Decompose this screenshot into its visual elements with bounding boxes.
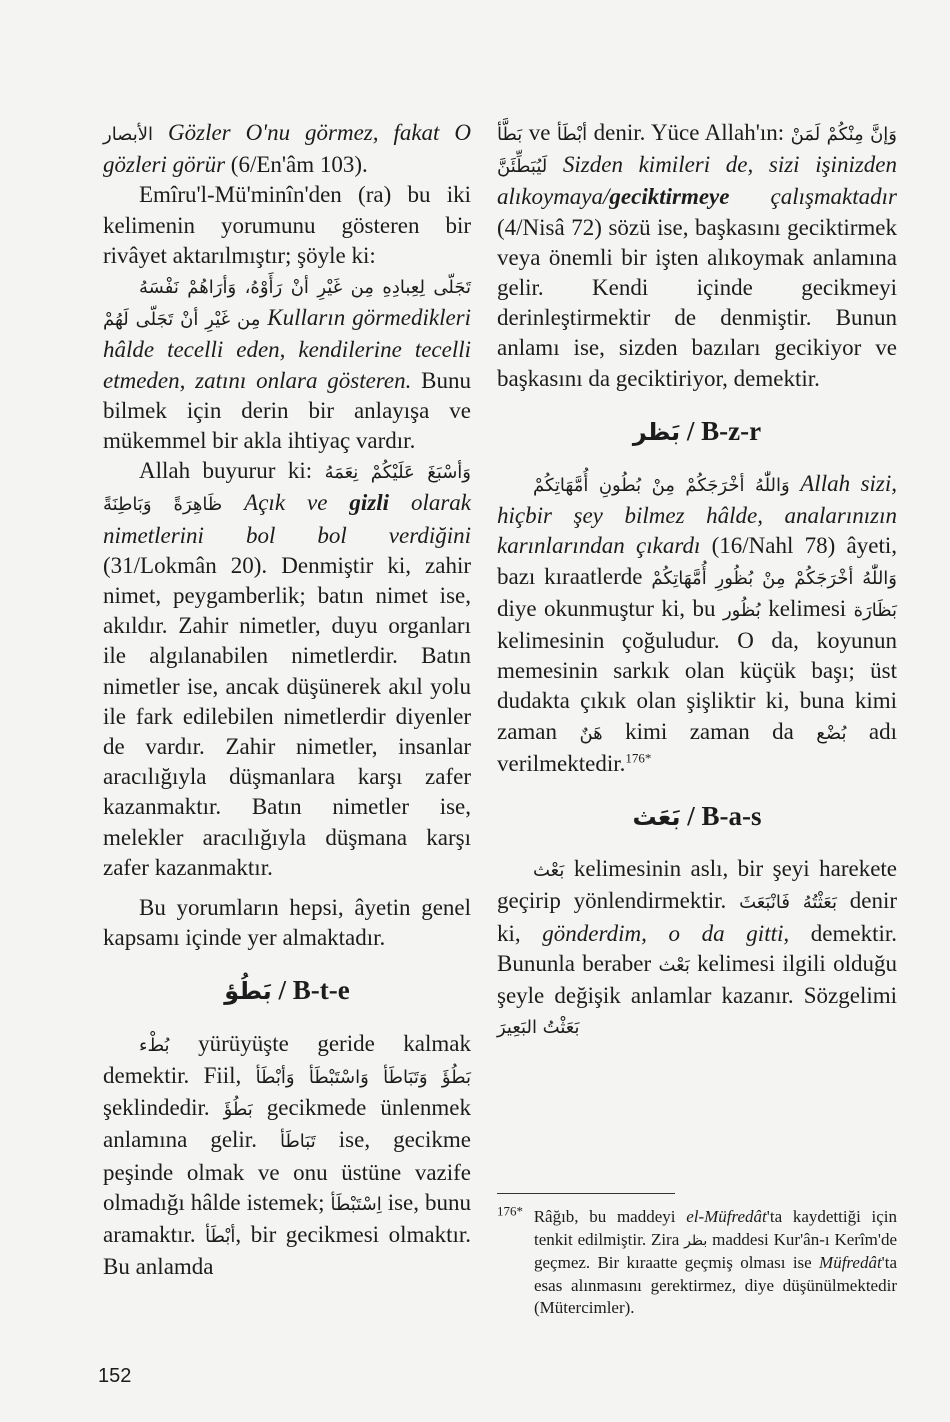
arabic-text: وَاللّٰهُ أخْرَجَكُمْ مِنْ بُطُونِ أُمَّهَاتِكُمْ (533, 475, 790, 497)
body-text: ve (528, 120, 551, 145)
arabic-text: بُطْء (139, 1034, 170, 1056)
footnote-italic: el-Müfredât (686, 1207, 767, 1226)
section-heading-bas (497, 801, 897, 832)
paragraph: Emîru'l-Mü'minîn'den (ra) bu iki kelimenin yorumunu gösteren bir rivâyet aktarılmıştır; şöyle ki: (103, 182, 471, 268)
footnote (497, 1203, 898, 1320)
arabic-text: بُضْع (816, 722, 847, 744)
heading-latin: / B-t-e (278, 975, 350, 1006)
body-text: kelimesi ilgili olduğu şeyle değişik anlamlar kazanır. Sözgelimi (497, 950, 898, 1009)
footnote-italic: Müfredât (819, 1253, 882, 1272)
paragraph (497, 118, 897, 394)
right-column (497, 118, 897, 1043)
body-text: ise, gecikme peşinde olmak ve onu üstüne vazife olmadığı hâlde istemek; (103, 1127, 471, 1215)
heading-latin: / B-z-r (686, 415, 762, 446)
arabic-text: اِسْتَبْطَأ (330, 1193, 382, 1215)
footnote-arabic: بظر (684, 1232, 708, 1249)
arabic-text: بَطَّأ (497, 124, 523, 145)
footnote-text: Râğıb, bu maddeyi (533, 1207, 676, 1226)
italic-text: Gözler O'nu görmez, fakat O gözleri görür (103, 120, 471, 178)
footnote-marker: 176* (497, 1203, 523, 1219)
italic-text: olarak nimetlerini bol bol verdiğini (103, 490, 472, 548)
arabic-text: بَعْث (658, 954, 690, 976)
footnote-reference: 176* (625, 750, 652, 766)
arabic-text: بَعَثْتُهُ (802, 892, 837, 914)
arabic-text: تَجَلّى لِعِبادِهِ مِن غَيْرِ أنْ رَأَوْهُ، وَأرَاهُمْ نَفْسَهُ مِن غَيْرِ أنْ تَجَلّى لَهُمْ (103, 277, 471, 331)
italic-text: gönderdim, o da gitti, (542, 920, 790, 946)
body-text: denir. Yüce Allah'ın: (593, 120, 785, 145)
footnote-divider (497, 1193, 675, 1194)
italic-text: Sizden kimileri de, sizi işinizden alıkoymaya/ (497, 152, 898, 210)
arabic-text: أبْطَأ (556, 124, 588, 145)
paragraph: Bu yorumların hepsi, âyetin genel kapsamı içinde yer almaktadır. (103, 895, 471, 951)
bold-italic-text: gizli (349, 490, 389, 516)
paragraph (497, 854, 897, 1043)
body-text: Bunu bilmek için derin bir anlayışa ve mükemmel bir akla ihtiyaç vardır. (103, 367, 472, 454)
paragraph (103, 1029, 471, 1283)
italic-text: Açık ve (244, 490, 328, 516)
body-text: ise, bunu aramaktır. (103, 1189, 471, 1247)
heading-arabic: بَطُؤ (224, 977, 272, 1006)
arabic-text: بُظُور (722, 599, 761, 621)
arabic-text: هَنٌ (579, 722, 603, 744)
body-text: Allah buyurur ki: (139, 458, 313, 484)
arabic-text: تَبَاطَأ (279, 1131, 316, 1153)
body-text: denir ki, (497, 888, 898, 946)
arabic-text: بَظَارَة (853, 599, 898, 621)
paragraph (103, 118, 471, 180)
arabic-text: بَطُؤَ وَتَبَاطَأ وَاسْتَبْطَأ وَأبْطَأ (255, 1066, 471, 1088)
body-text: (16/Nahl 78) âyeti, bazı kıraatlerde (497, 533, 897, 589)
heading-arabic: بَظر (632, 417, 681, 446)
body-text: adı verilmektedir. (497, 718, 898, 776)
arabic-text: بَعْث (533, 860, 565, 882)
paragraph (497, 469, 897, 779)
italic-text: Kulların görmedikleri hâlde tecelli eden, kendilerine tecelli etmeden, zatını onlara gösteren. (103, 305, 472, 393)
paragraph (103, 456, 471, 883)
body-text: şeklindedir. (103, 1095, 210, 1121)
body-text: demektir. Bununla beraber (497, 920, 898, 976)
body-text: (4/Nisâ 72) sözü ise, başkasını geciktirmek veya önemli bir işten alıkoymak anlamına gelir. Kendi içinde gecikmeyi derinleştirmektir de denmiştir. Bunun anlamı ise, sizden bazıları gecikiyor ve başkasını da geciktiriyor, demektir. (497, 214, 897, 391)
body-text: (31/Lokmân 20). Denmiştir ki, zahir nimet, peygamberlik; batın nimet ise, akıldır. Zahir nimetler, duyu organları ile algılanabilen nimetlerdir. Batın nimetler ise, ancak düşünerek akıl yolu ile fark edilebilen nimetlerdir diyenler de vardır. Zahir nimetler, insanlar aracılığıyla düşmanlara karşı zafer kazanmaktır. Batın nimetler ise, melekler aracılığıyla düşmana karşı zafer kazanmaktır. (103, 552, 471, 880)
arabic-text: وَاللّٰهُ أخْرَجَكُمْ مِنْ بُظُورِ أُمَّهَاتِكُمْ (651, 567, 897, 589)
arabic-text: بَطُؤَ (223, 1099, 253, 1121)
body-text: , bir gecikmesi olmaktır. Bu anlamda (103, 1221, 471, 1280)
left-column (103, 118, 471, 1282)
arabic-text: بَعَثْتُ البَعِيرَ (497, 1017, 580, 1039)
footnote-text: 'ta kaydettiği için tenkit edilmiştir. Zira (534, 1207, 897, 1249)
arabic-text: أبْطَأ (205, 1225, 236, 1247)
body-text: kelimesi (768, 595, 847, 621)
arabic-text: الأبصار (103, 124, 154, 145)
paragraph (103, 271, 471, 456)
italic-text: çalışmaktadır (770, 184, 897, 210)
footnote-text: 'ta esas alınmasını gerektirmez, diye düşünülmektedir (Mütercimler). (534, 1253, 898, 1317)
arabic-text: وَإنَّ مِنْكُمْ لَمَنْ لَيُبَطِّئَنَّ (497, 124, 897, 178)
body-text: kimi zaman da (625, 718, 794, 744)
body-text: diye okunmuştur ki, bu (497, 595, 716, 621)
arabic-text: فَانْبَعَثَ (739, 892, 790, 914)
body-text: gecikmede ünlenmek anlamına gelir. (103, 1095, 472, 1153)
bold-italic-text: geciktirmeye (609, 184, 730, 210)
body-text: kelimesinin aslı, bir şeyi harekete geçirip yönlendirmektir. (497, 856, 898, 914)
page-number: 152 (98, 1365, 132, 1387)
body-text: kelimesinin çoğuludur. O da, koyunun memesinin sarkık olan küçük başı; üst dudakta çıkık olan şişliktir ki, buna kimi zaman (497, 628, 897, 744)
body-text: (6/En'âm 103). (230, 152, 368, 178)
section-heading-bzr (497, 416, 897, 447)
body-text: yürüyüşte geride kalmak demektir. Fiil, (103, 1030, 472, 1088)
footnote-text: maddesi Kur'ân-ı Kerîm'de geçmez. Bir kıraatte geçmiş olması ise (534, 1229, 897, 1272)
section-heading-bte (103, 975, 471, 1006)
heading-arabic: بَعَث (632, 803, 681, 832)
arabic-text: وَأسْبَغَ عَلَيْكُمْ نِعَمَهُ ظَاهِرَةً وَبَاطِنَةً (103, 462, 471, 516)
heading-latin: / B-a-s (687, 801, 762, 832)
italic-text: Allah sizi, hiçbir şey bilmez hâlde, analarınızın karınlarından çıkardı (497, 471, 898, 559)
